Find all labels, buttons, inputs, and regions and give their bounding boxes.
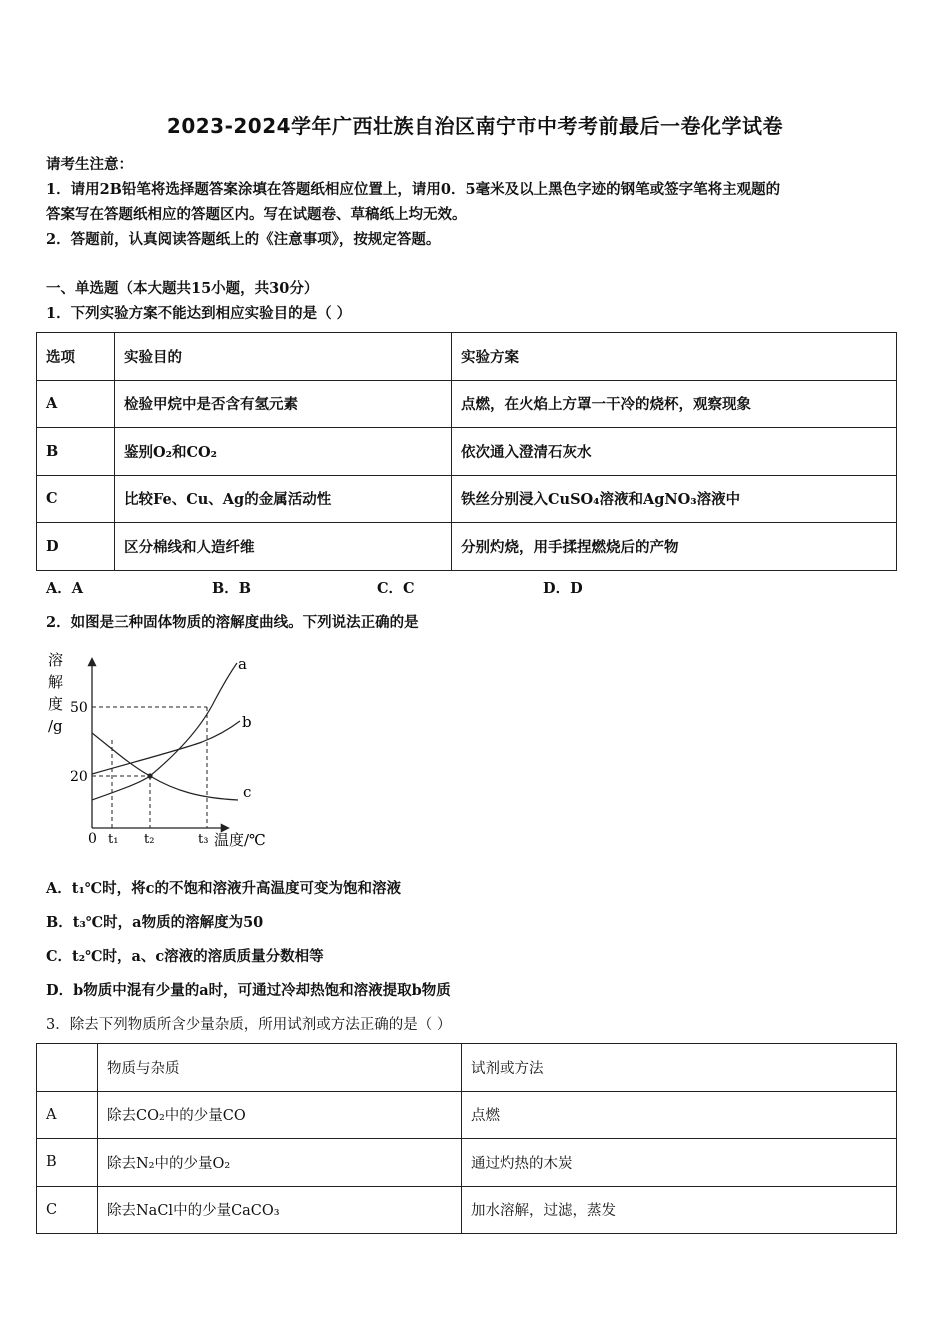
table-row: [37, 1091, 897, 1139]
series-label-c: c: [243, 783, 252, 801]
q1-option-a[interactable]: A．A: [46, 580, 84, 597]
notice-line-3: 2．答题前，认真阅读答题纸上的《注意事项》，按规定答题。: [46, 231, 441, 248]
intersection-point: [147, 773, 152, 778]
table-row: [37, 428, 897, 476]
question-3-stem: 3．除去下列物质所含少量杂质，所用试剂或方法正确的是（ ）: [46, 1017, 452, 1033]
table-cell: 点燃: [462, 1091, 897, 1139]
q2-option-a[interactable]: A．t₁℃时，将c的不饱和溶液升高温度可变为饱和溶液: [46, 880, 402, 897]
table-header-cell: [37, 1044, 98, 1092]
x-axis-label: 温度/℃: [214, 831, 266, 849]
curve-c: [92, 733, 238, 800]
table-header-cell: 实验方案: [452, 333, 897, 381]
table-row: [37, 523, 897, 571]
q2-option-b[interactable]: B．t₃℃时，a物质的溶解度为50: [46, 914, 264, 931]
solubility-chart: [40, 645, 280, 855]
x-tick-label: t₂: [144, 832, 155, 847]
curve-b: [92, 721, 240, 774]
question-1-table: [36, 332, 897, 571]
y-tick-label: 50: [70, 700, 88, 716]
q2-option-c[interactable]: C．t₂℃时，a、c溶液的溶质质量分数相等: [46, 948, 324, 965]
y-axis-label: 解: [48, 673, 64, 691]
table-cell: 除去CO₂中的少量CO: [98, 1091, 462, 1139]
table-cell: 鉴别O₂和CO₂: [115, 428, 452, 476]
table-row: [37, 475, 897, 523]
table-cell: 区分棉线和人造纤维: [115, 523, 452, 571]
x-tick-label: 0: [88, 831, 97, 847]
question-3-table: [36, 1043, 897, 1234]
table-row: [37, 380, 897, 428]
q1-option-c[interactable]: C．C: [377, 580, 415, 597]
question-2-stem: 2．如图是三种固体物质的溶解度曲线。下列说法正确的是: [46, 614, 419, 631]
table-cell: B: [37, 1139, 98, 1187]
question-1-stem: 1．下列实验方案不能达到相应实验目的是（ ）: [46, 305, 352, 322]
q1-option-d[interactable]: D．D: [543, 580, 583, 597]
table-header-cell: 选项: [37, 333, 115, 381]
q1-option-b[interactable]: B．B: [212, 580, 252, 597]
series-label-b: b: [242, 713, 252, 731]
table-cell: 检验甲烷中是否含有氢元素: [115, 380, 452, 428]
table-cell: A: [37, 380, 115, 428]
table-cell: B: [37, 428, 115, 476]
notice-heading: 请考生注意：: [46, 156, 133, 173]
y-axis-label: /g: [48, 717, 63, 735]
table-row: [37, 1139, 897, 1187]
table-cell: A: [37, 1091, 98, 1139]
table-cell: 通过灼热的木炭: [462, 1139, 897, 1187]
notice-line-2: 答案写在答题纸相应的答题区内。写在试题卷、草稿纸上均无效。: [46, 206, 467, 223]
table-cell: 点燃，在火焰上方罩一干冷的烧杯，观察现象: [452, 380, 897, 428]
y-axis-label: 溶: [48, 651, 64, 669]
y-tick-label: 20: [70, 769, 88, 785]
q2-option-d[interactable]: D．b物质中混有少量的a时，可通过冷却热饱和溶液提取b物质: [46, 982, 451, 999]
y-axis-label: 度: [48, 695, 64, 713]
table-header-cell: 试剂或方法: [462, 1044, 897, 1092]
series-label-a: a: [238, 655, 247, 673]
notice-line-1: 1．请用2B铅笔将选择题答案涂填在答题纸相应位置上，请用0．5毫米及以上黑色字迹的钢笔或签字笔将主观题的: [46, 181, 781, 198]
table-cell: C: [37, 475, 115, 523]
table-header-row: [37, 333, 897, 381]
table-row: [37, 1186, 897, 1234]
table-cell: C: [37, 1186, 98, 1234]
table-header-cell: 物质与杂质: [98, 1044, 462, 1092]
table-cell: 加水溶解，过滤，蒸发: [462, 1186, 897, 1234]
table-header-cell: 实验目的: [115, 333, 452, 381]
table-cell: 除去N₂中的少量O₂: [98, 1139, 462, 1187]
table-header-row: [37, 1044, 897, 1092]
curve-a: [92, 663, 237, 800]
x-tick-label: t₁: [108, 832, 119, 847]
table-cell: 铁丝分别浸入CuSO₄溶液和AgNO₃溶液中: [452, 475, 897, 523]
x-tick-label: t₃: [198, 832, 209, 847]
table-cell: D: [37, 523, 115, 571]
table-cell: 依次通入澄清石灰水: [452, 428, 897, 476]
section-heading: 一、单选题（本大题共15小题，共30分）: [46, 280, 319, 297]
table-cell: 除去NaCl中的少量CaCO₃: [98, 1186, 462, 1234]
table-cell: 比较Fe、Cu、Ag的金属活动性: [115, 475, 452, 523]
table-cell: 分别灼烧，用手揉捏燃烧后的产物: [452, 523, 897, 571]
page-title: 2023-2024学年广西壮族自治区南宁市中考考前最后一卷化学试卷: [166, 114, 784, 138]
